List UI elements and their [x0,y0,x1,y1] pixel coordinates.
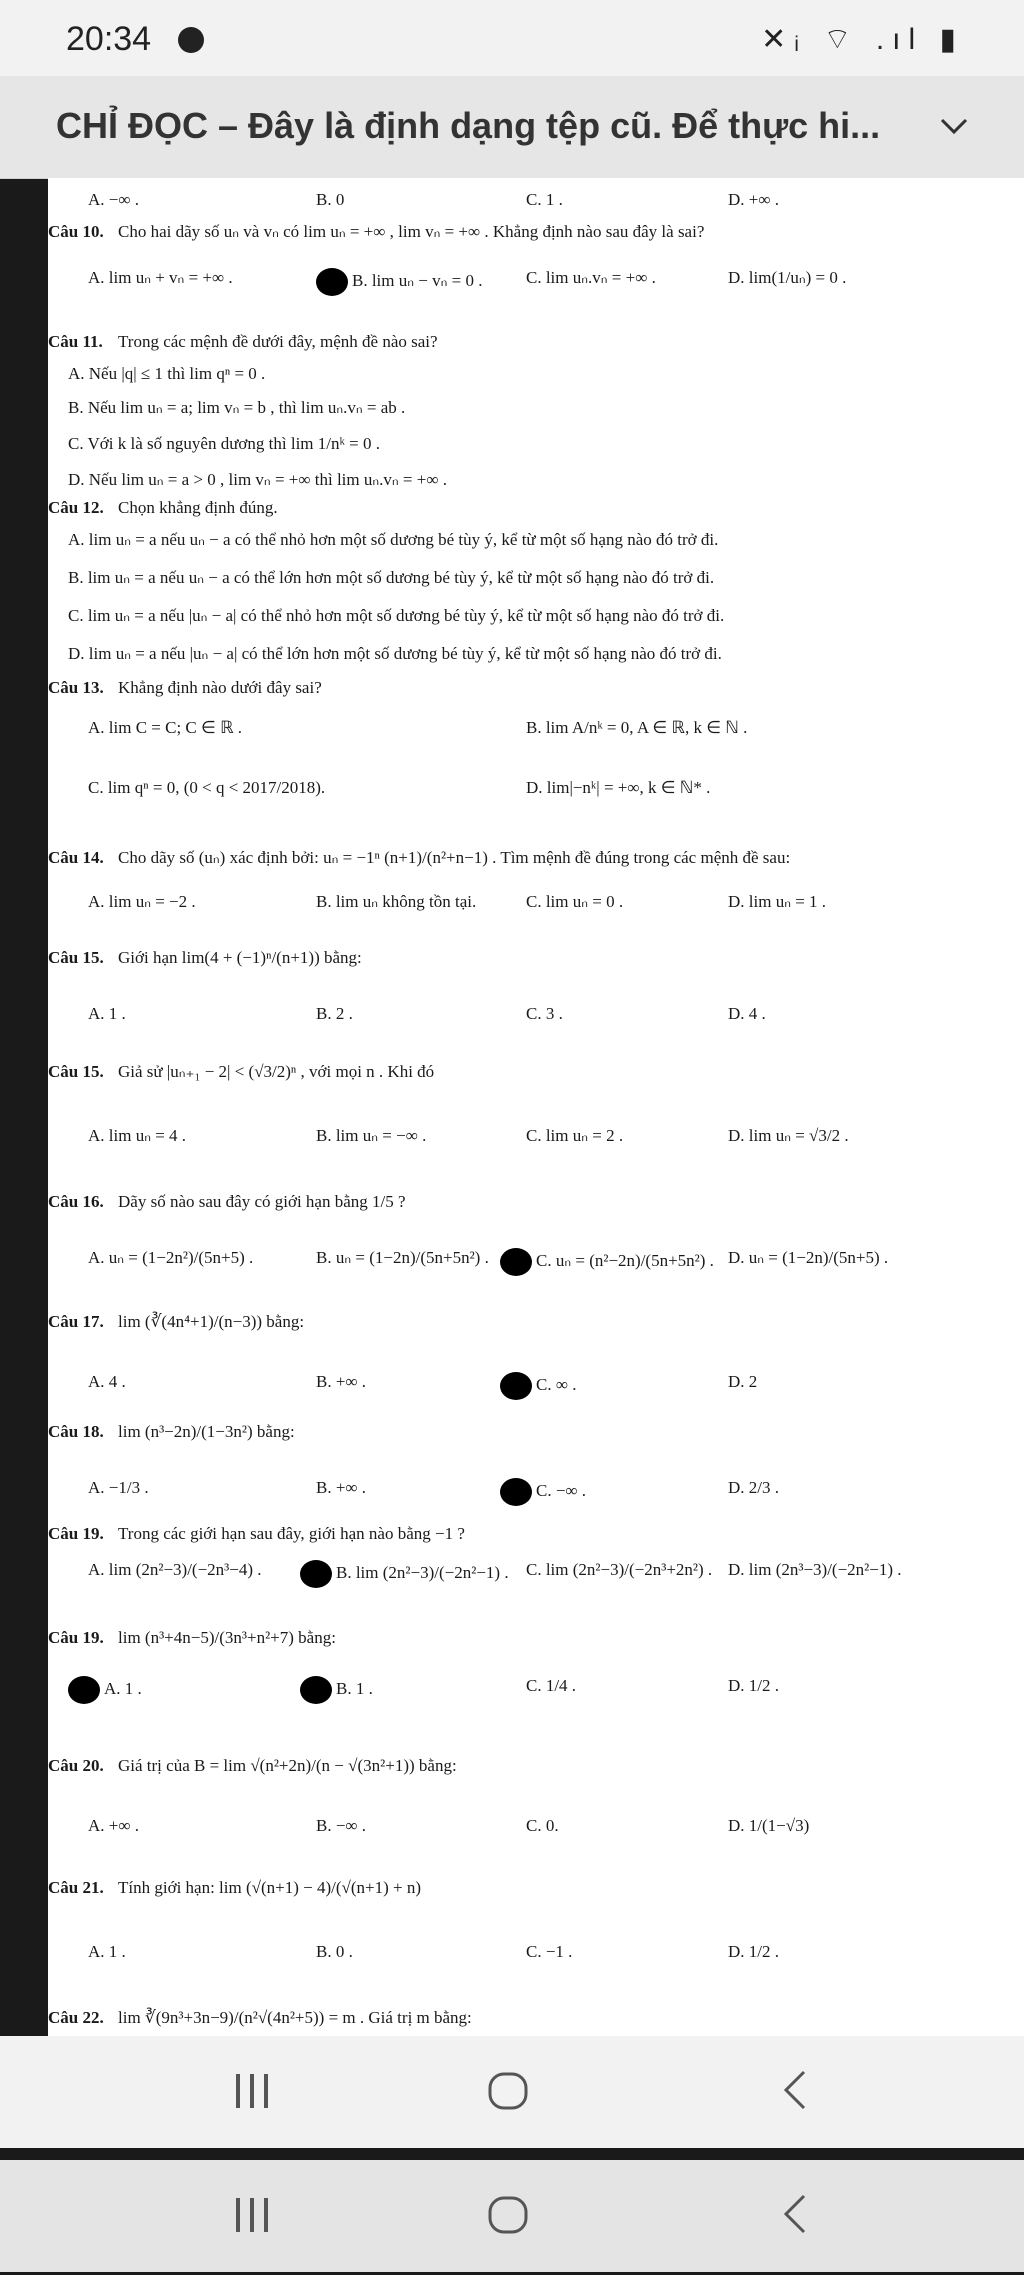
option: A. uₙ = (1−2n²)/(5n+5) . [88,1248,254,1267]
option: D. lim uₙ = √3/2 . [728,1126,849,1145]
question-prompt: Trong các giới hạn sau đây, giới hạn nào bằng −1 ? [118,1524,465,1543]
question-prompt: lim (∛(4n⁴+1)/(n−3)) bằng: [118,1312,305,1331]
option: B. +∞ . [316,1478,367,1497]
question-label: Câu 19. [48,1524,104,1543]
option: C. uₙ = (n²−2n)/(5n+5n²) . [500,1248,714,1276]
option: C. −1 . [526,1942,573,1961]
back-button[interactable] [740,2160,860,2272]
option: B. +∞ . [316,1372,367,1391]
option: B. lim (2n²−3)/(−2n²−1) . [300,1560,509,1588]
question-prompt: lim ∛(9n³+3n−9)/(n²√(4n²+5)) = m . Giá trị m bằng: [118,2008,472,2027]
question-prompt: Trong các mệnh đề dưới đây, mệnh đề nào sai? [118,332,438,351]
option: B. −∞ . [316,1816,367,1835]
back-icon [770,2068,830,2116]
recents-icon [226,2068,286,2116]
question-label: Câu 15. [48,1062,104,1081]
option: A. lim uₙ = a nếu uₙ − a có thể nhỏ hơn một số dương bé tùy ý, kể từ một số hạng nào đó trở đi. [68,530,719,549]
option: D. +∞ . [728,190,779,209]
option: B. 1 . [300,1676,373,1704]
option: C. lim uₙ = 2 . [526,1126,624,1145]
option: C. Với k là số nguyên dương thì lim 1/nᵏ = 0 . [68,434,380,453]
option: A. +∞ . [88,1816,139,1835]
option: D. Nếu lim uₙ = a > 0 , lim vₙ = +∞ thì lim uₙ.vₙ = +∞ . [68,470,447,489]
question-prompt: lim (n³−2n)/(1−3n²) bằng: [118,1422,295,1441]
option: D. 1/2 . [728,1942,779,1961]
question-prompt: Cho dãy số (uₙ) xác định bởi: uₙ = −1ⁿ (n+1)/(n²+n−1) . Tìm mệnh đề đúng trong các mệnh đề sau: [118,848,791,867]
redaction-mark [500,1372,532,1400]
question-label: Câu 11. [48,332,103,351]
option: A. 4 . [88,1372,126,1391]
option: D. lim|−nᵏ| = +∞, k ∈ ℕ* . [526,778,711,797]
option: B. lim uₙ = a nếu uₙ − a có thể lớn hơn một số dương bé tùy ý, kể từ một số hạng nào đó trở đi. [68,568,715,587]
option: C. lim qⁿ = 0, (0 < q < 2017/2018). [88,778,326,797]
option: C. 0. [526,1816,559,1835]
option: C. lim uₙ = 0 . [526,892,624,911]
question-label: Câu 19. [48,1628,104,1647]
option: C. 3 . [526,1004,563,1023]
option: A. Nếu |q| ≤ 1 thì lim qⁿ = 0 . [68,364,266,383]
question-prompt: Tính giới hạn: lim (√(n+1) − 4)/(√(n+1) + n) [118,1878,422,1897]
document-page [48,178,1024,2148]
question-prompt: lim (n³+4n−5)/(3n³+n²+7) bằng: [118,1628,336,1647]
question-prompt: Chọn khẳng định đúng. [118,498,278,517]
question-prompt: Dãy số nào sau đây có giới hạn bằng 1/5 ? [118,1192,406,1211]
option: B. lim uₙ − vₙ = 0 . [316,268,482,296]
clock: 20:34 [66,20,152,58]
question-label: Câu 17. [48,1312,104,1331]
home-button[interactable] [452,2036,572,2148]
option: A. −1/3 . [88,1478,149,1497]
option: D. 1/2 . [728,1676,779,1695]
recents-button[interactable] [196,2036,316,2148]
option: B. lim A/nᵏ = 0, A ∈ ℝ, k ∈ ℕ . [526,718,748,737]
question-label: Câu 16. [48,1192,104,1211]
redaction-mark [300,1560,332,1588]
option: B. 0 . [316,1942,353,1961]
option: B. 0 [316,190,345,209]
recents-button[interactable] [196,2160,316,2272]
question-label: Câu 15. [48,948,104,967]
home-icon [482,2068,542,2116]
question-label: Câu 22. [48,2008,104,2027]
question-label: Câu 12. [48,498,104,517]
recents-icon [226,2192,286,2240]
option: D. 2 [728,1372,758,1391]
option: A. lim uₙ = 4 . [88,1126,187,1145]
redaction-mark [500,1248,532,1276]
question-label: Câu 14. [48,848,104,867]
redaction-mark [68,1676,100,1704]
option: C. ∞ . [500,1372,576,1400]
redaction-mark [316,268,348,296]
option: C. lim uₙ.vₙ = +∞ . [526,268,656,287]
option: D. lim(1/uₙ) = 0 . [728,268,847,287]
question-label: Câu 10. [48,222,104,241]
option: D. uₙ = (1−2n)/(5n+5) . [728,1248,889,1267]
home-icon [482,2192,542,2240]
option: D. 4 . [728,1004,766,1023]
option: C. lim (2n²−3)/(−2n³+2n²) . [526,1560,713,1579]
question-label: Câu 20. [48,1756,104,1775]
question-label: Câu 13. [48,678,104,697]
read-only-banner[interactable] [0,76,1024,179]
option: A. lim C = C; C ∈ ℝ . [88,718,243,737]
question-prompt: Khẳng định nào dưới đây sai? [118,678,322,697]
notification-icon [178,27,204,53]
navigation-bar [0,2160,1024,2272]
question-prompt: Giả sử |uₙ₊₁ − 2| < (√3/2)ⁿ , với mọi n . Khi đó [118,1062,435,1081]
option: C. −∞ . [500,1478,586,1506]
navigation-bar [0,2036,1024,2148]
question-prompt: Giá trị của B = lim √(n²+2n)/(n − √(3n²+1)) bằng: [118,1756,457,1775]
option: B. lim uₙ không tồn tại. [316,892,477,911]
option: D. lim uₙ = 1 . [728,892,827,911]
option: C. lim uₙ = a nếu |uₙ − a| có thể nhỏ hơn một số dương bé tùy ý, kể từ một số hạng nào đó trở đi. [68,606,725,625]
status-icons: ✕ᵢ ⌔ .ıl ▮ [761,23,964,56]
option: A. 1 . [88,1004,126,1023]
status-bar [0,0,1024,76]
question-label: Câu 21. [48,1878,104,1897]
back-button[interactable] [740,2036,860,2148]
banner-title: CHỈ ĐỌC – Đây là định dạng tệp cũ. Để thực hi... [56,105,881,146]
back-icon [770,2192,830,2240]
option: A. 1 . [68,1676,142,1704]
option: B. 2 . [316,1004,353,1023]
redaction-mark [500,1478,532,1506]
question-prompt: Giới hạn lim(4 + (−1)ⁿ/(n+1)) bằng: [118,948,362,967]
home-button[interactable] [452,2160,572,2272]
chevron-down-icon[interactable] [934,106,974,146]
option: D. 2/3 . [728,1478,779,1497]
option: A. lim uₙ = −2 . [88,892,196,911]
option: B. uₙ = (1−2n)/(5n+5n²) . [316,1248,489,1267]
question-prompt: Cho hai dãy số uₙ và vₙ có lim uₙ = +∞ , lim vₙ = +∞ . Khẳng định nào sau đây là sai? [118,222,705,241]
option: A. lim uₙ + vₙ = +∞ . [88,268,233,287]
option: D. lim (2n³−3)/(−2n²−1) . [728,1560,902,1579]
option: A. 1 . [88,1942,126,1961]
option: C. 1 . [526,190,563,209]
option: D. 1/(1−√3) [728,1816,810,1835]
option: B. Nếu lim uₙ = a; lim vₙ = b , thì lim uₙ.vₙ = ab . [68,398,406,417]
option: C. 1/4 . [526,1676,577,1695]
option: A. lim (2n²−3)/(−2n³−4) . [88,1560,262,1579]
question-label: Câu 18. [48,1422,104,1441]
redaction-mark [300,1676,332,1704]
option: A. −∞ . [88,190,139,209]
option: B. lim uₙ = −∞ . [316,1126,427,1145]
option: D. lim uₙ = a nếu |uₙ − a| có thể lớn hơn một số dương bé tùy ý, kể từ một số hạng nào đó trở đi. [68,644,722,663]
